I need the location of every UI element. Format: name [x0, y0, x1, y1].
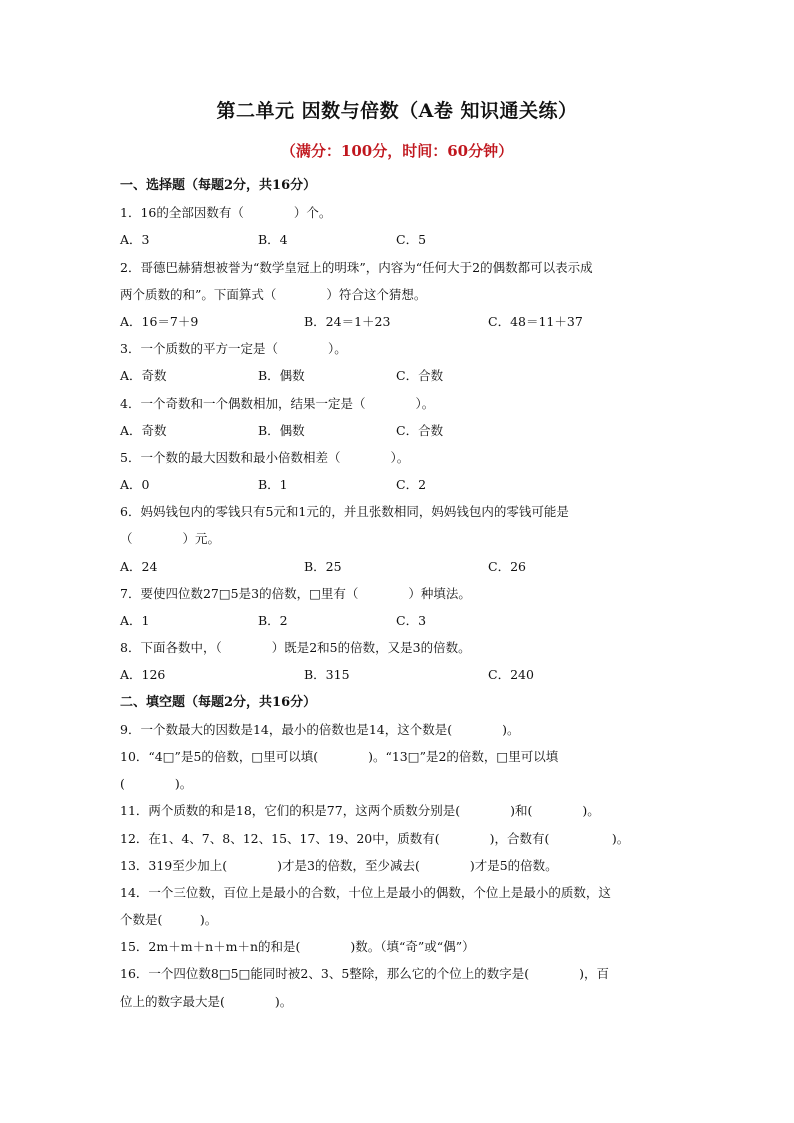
- question-1-options: [120, 226, 680, 253]
- question-3: 3．一个质数的平方一定是（ ）。: [120, 341, 347, 357]
- option-c: C．26: [488, 558, 526, 574]
- option-a: A．24: [120, 558, 158, 574]
- option-a: A．奇数: [120, 422, 167, 438]
- option-b: B．偶数: [258, 422, 305, 438]
- question-13: 13．319至少加上( )才是3的倍数，至少减去( )才是5的倍数。: [120, 857, 558, 873]
- option-b: B．315: [304, 667, 350, 683]
- option-b: B．24＝1＋23: [304, 313, 391, 329]
- section-heading-choice: 一、选择题（每题2分，共16分）: [120, 178, 317, 193]
- option-a: A．1: [120, 613, 150, 628]
- option-c: C．2: [396, 477, 427, 493]
- question-4-options: [120, 417, 680, 444]
- question-7: 7．要使四位数27□5是3的倍数，□里有（ ）种填法。: [120, 585, 471, 601]
- question-15: 15．2m＋m＋n＋m＋n的和是( )数。（填“奇”或“偶”）: [120, 939, 475, 955]
- question-16-line-1: 16．一个四位数8□5□能同时被2、3、5整除，那么它的个位上的数字是( )，百: [120, 966, 610, 982]
- question-1: 1．16的全部因数有（ ）个。: [120, 205, 332, 221]
- option-a: A．奇数: [120, 368, 167, 384]
- option-c: C．合数: [396, 368, 444, 384]
- question-4: 4．一个奇数和一个偶数相加，结果一定是（ ）。: [120, 395, 435, 411]
- option-c: C．合数: [396, 422, 444, 438]
- option-a: A．126: [120, 667, 166, 683]
- question-16-line-2: 位上的数字最大是( )。: [120, 993, 293, 1009]
- question-10-line-2: ( )。: [120, 776, 193, 792]
- option-c: C．3: [396, 613, 427, 628]
- worksheet-content: [120, 172, 680, 1015]
- option-b: B．偶数: [258, 368, 305, 384]
- question-7-options: [120, 607, 680, 634]
- question-2-line-2: 两个质数的和”。下面算式（ ）符合这个猜想。: [120, 286, 427, 302]
- question-2-line-1: 2．哥德巴赫猜想被誉为“数学皇冠上的明珠”，内容为“任何大于2的偶数都可以表示成: [120, 259, 593, 275]
- option-c: C．240: [488, 667, 534, 683]
- question-3-options: [120, 362, 680, 389]
- question-9: 9．一个数最大的因数是14，最小的倍数也是14，这个数是( )。: [120, 721, 520, 737]
- question-8-options: [120, 661, 680, 688]
- score-time-info: （满分：100分，时间：60分钟）: [280, 142, 514, 160]
- section-heading-fill: 二、填空题（每题2分，共16分）: [120, 694, 317, 710]
- question-6-line-1: 6．妈妈钱包内的零钱只有5元和1元的，并且张数相同，妈妈钱包内的零钱可能是: [120, 504, 569, 520]
- question-14-line-2: 个数是( )。: [120, 912, 218, 928]
- option-a: A．3: [120, 232, 150, 248]
- question-2-options: [120, 308, 680, 335]
- option-b: B．1: [258, 477, 288, 493]
- page-title: 第二单元 因数与倍数（A卷 知识通关练）: [216, 100, 578, 122]
- option-b: B．25: [304, 558, 342, 574]
- question-5: 5．一个数的最大因数和最小倍数相差（ ）。: [120, 449, 410, 465]
- question-11: 11．两个质数的和是18，它们的积是77，这两个质数分别是( )和( )。: [120, 803, 600, 819]
- question-12: 12．在1、4、7、8、12、15、17、19、20中，质数有( )，合数有( )。: [120, 830, 630, 846]
- option-c: C．5: [396, 232, 427, 248]
- question-5-options: [120, 471, 680, 498]
- question-14-line-1: 14．一个三位数，百位上是最小的合数，十位上是最小的偶数，个位上是最小的质数，这: [120, 884, 611, 900]
- option-a: A．16＝7＋9: [120, 313, 199, 329]
- option-c: C．48＝11＋37: [488, 313, 583, 329]
- option-a: A．0: [120, 477, 150, 493]
- question-10-line-1: 10．“4□”是5的倍数，□里可以填( )。“13□”是2的倍数，□里可以填: [120, 748, 559, 764]
- question-6-line-2: （ ）元。: [120, 531, 221, 547]
- option-b: B．4: [258, 232, 288, 248]
- question-6-options: [120, 553, 680, 580]
- option-b: B．2: [258, 613, 288, 628]
- question-8: 8．下面各数中，（ ）既是2和5的倍数，又是3的倍数。: [120, 640, 471, 656]
